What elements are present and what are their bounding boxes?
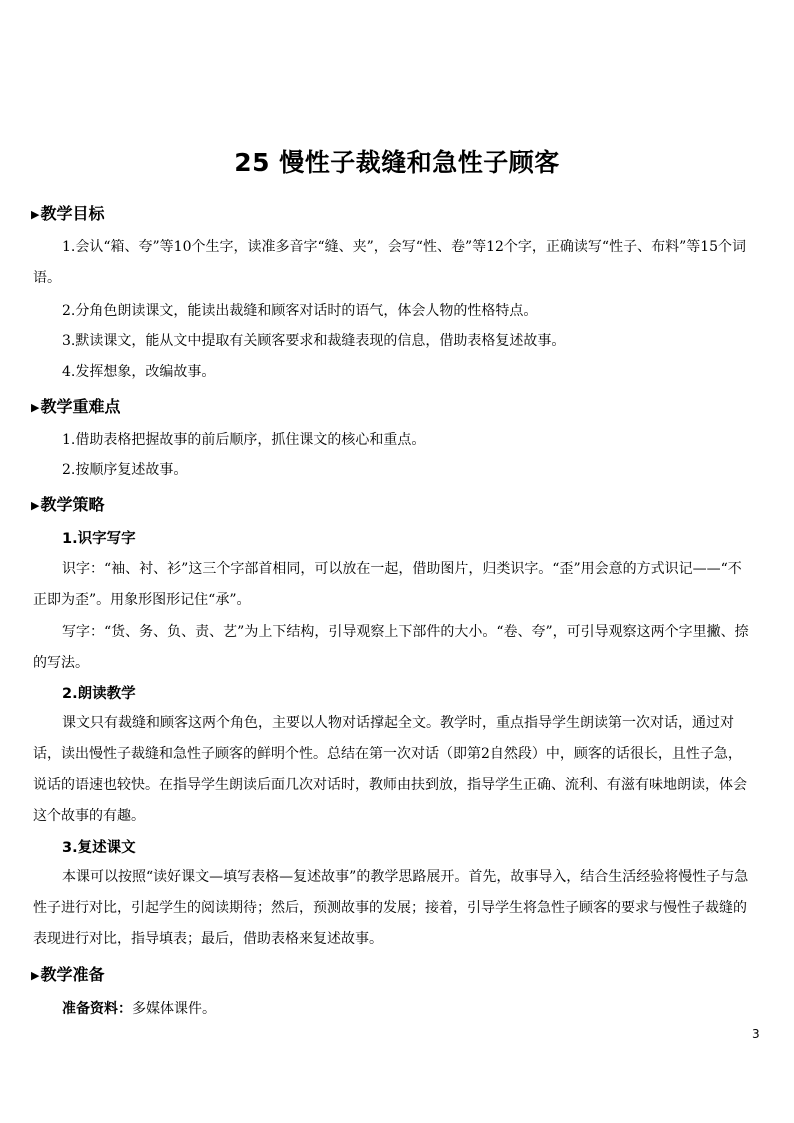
- goal-item-2: 2.分角色朗读课文，能读出裁缝和顾客对话时的语气，体会人物的性格特点。: [62, 303, 538, 319]
- prep-line: [33, 994, 753, 1025]
- strategy-paragraph-reading: 课文只有裁缝和顾客这两个角色，主要以人物对话撑起全文。教学时，重点指导学生朗读第一次对话，通过对话，读出慢性子裁缝和急性子顾客的鲜明个性。总结在第一次对话（即第2自然段）中，顾客的话很长，且性子急，说话的语速也较快。在指导学生朗读后面几次对话时，教师由扶到放，指导学生正确、流利、有滋有味地朗读，体会这个故事的有趣。: [33, 715, 747, 824]
- section-heading-prep: ▶教学准备: [31, 965, 105, 984]
- triangle-bullet-icon: ▶: [31, 969, 40, 982]
- prep-label: 准备资料：: [62, 1001, 132, 1017]
- strategy-paragraph-literacy: 识字：“袖、衬、衫”这三个字部首相同，可以放在一起，借助图片，归类识字。“歪”用会意的方式识记——“不正即为歪”。用象形图形记住“承”。: [33, 561, 742, 608]
- strategy-paragraph-retelling: 本课可以按照“读好课文—填写表格—复述故事”的教学思路展开。首先，故事导入，结合生活经验将慢性子与急性子进行对比，引起学生的阅读期待；然后，预测故事的发展；接着，引导学生将急性子顾客的要求与慢性子裁缝的表现进行对比，指导填表；最后，借助表格来复述故事。: [33, 869, 749, 947]
- page-number: 3: [752, 1027, 760, 1041]
- page-title: 25 慢性子裁缝和急性子顾客: [234, 148, 560, 177]
- keypoint-item-1: 1.借助表格把握故事的前后顺序，抓住课文的核心和重点。: [62, 432, 426, 448]
- strategy-subheading-3: 3.复述课文: [62, 840, 136, 856]
- section-heading-strategy: ▶教学策略: [31, 495, 105, 514]
- triangle-bullet-icon: ▶: [31, 499, 40, 512]
- prep-text: 多媒体课件。: [132, 1001, 216, 1017]
- section-heading-goals: ▶教学目标: [31, 204, 105, 223]
- goal-item-4: 4.发挥想象，改编故事。: [62, 364, 216, 380]
- strategy-subheading-1: 1.识字写字: [62, 531, 136, 547]
- triangle-bullet-icon: ▶: [31, 401, 40, 414]
- goal-item-1: 1.会认“箱、夸”等10个生字，读准多音字“缝、夹”，会写“性、卷”等12个字，正确读写“性子、布料”等15个词语。: [33, 239, 747, 286]
- keypoint-item-2: 2.按顺序复述故事。: [62, 462, 188, 478]
- triangle-bullet-icon: ▶: [31, 208, 40, 221]
- strategy-subheading-2: 2.朗读教学: [62, 686, 136, 702]
- section-heading-keypoints: ▶教学重难点: [31, 397, 121, 416]
- strategy-paragraph-writing: 写字：“货、务、负、责、艺”为上下结构，引导观察上下部件的大小。“卷、夸”，可引导观察这两个字里撇、捺的写法。: [33, 624, 749, 671]
- goal-item-3: 3.默读课文，能从文中提取有关顾客要求和裁缝表现的信息，借助表格复述故事。: [62, 333, 566, 349]
